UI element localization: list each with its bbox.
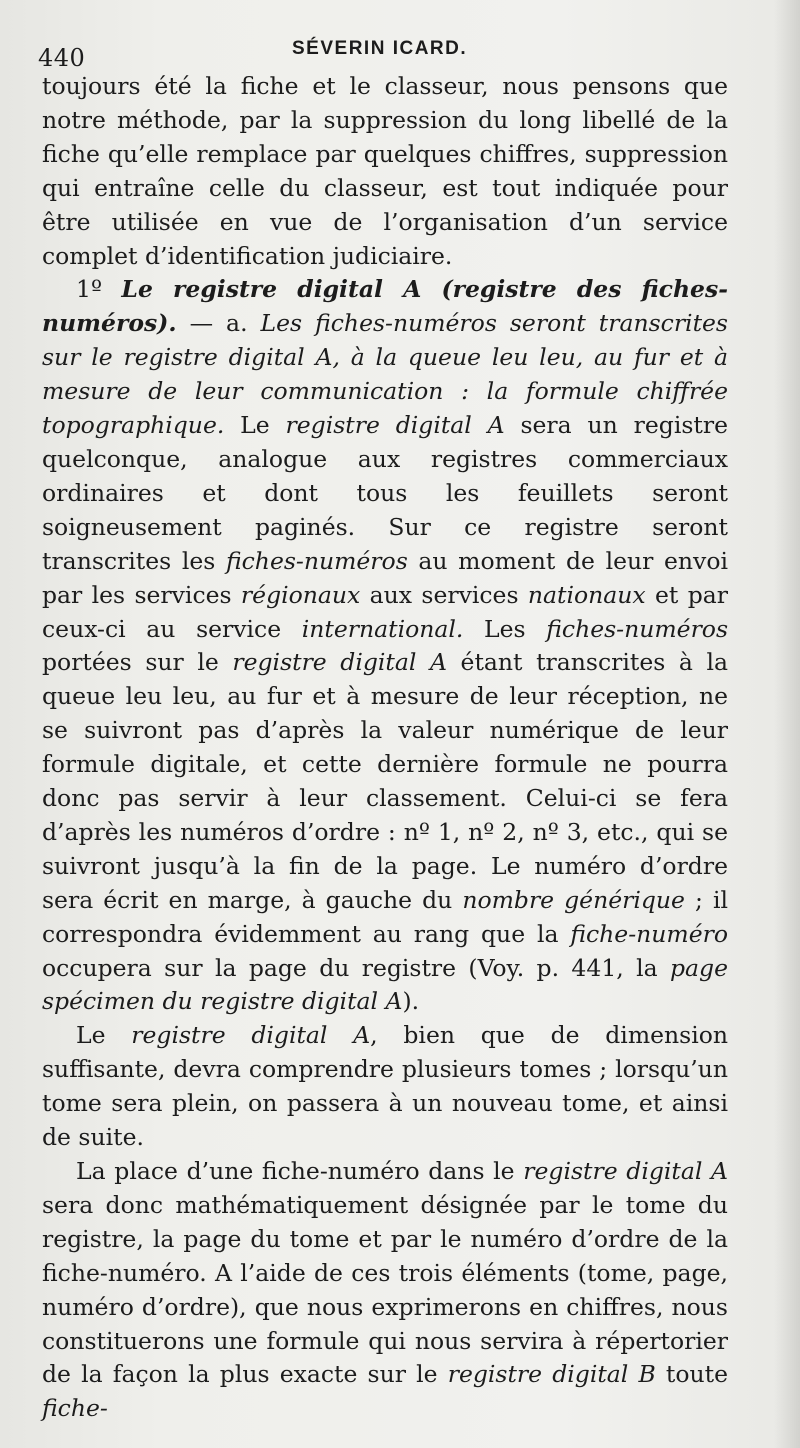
- text-run: ; il correspondra évidemment au rang que la: [42, 885, 728, 948]
- page-header: [38, 32, 738, 72]
- text-run: ).: [402, 987, 420, 1016]
- paragraph: [42, 1155, 728, 1426]
- text-run: La place d’une fiche-numéro dans le: [76, 1157, 524, 1185]
- italic-text: registre digital B: [447, 1360, 656, 1389]
- section-heading: Le registre digital A (registre des fiches-numéros).: [42, 275, 728, 338]
- page-number: 440: [38, 44, 86, 72]
- text-run: étant transcrites à la queue leu leu, au fur et à mesure de leur réception, ne se suivront pas d’après la valeur numérique de leur formule digitale, et cette dernière formule ne pourra donc pas servir à leur classement. Celui-ci se fera d’après les numéros d’ordre : nº 1, nº 2, nº 3, etc., qui se suivront jusqu’à la fin de la page. Le numéro d’ordre sera écrit en marge, à gauche du: [42, 648, 729, 914]
- italic-text: registre digital A: [285, 411, 505, 440]
- text-run: 1º: [76, 275, 122, 304]
- page-edge-shadow: [774, 0, 800, 1448]
- text-run: aux services: [360, 580, 528, 609]
- paragraph: [42, 1019, 728, 1155]
- italic-text: fiches-numéros: [546, 614, 729, 643]
- italic-text: fiches-numéros: [225, 546, 408, 575]
- italic-text: fiche-: [42, 1394, 108, 1423]
- text-run: toujours été la fiche et le classeur, nous pensons que notre méthode, par la suppression du long libellé de la fiche qu’elle remplace par quelques chiffres, suppression qui entraîne celle du classeur, est tout indiquée pour être utilisée en vue de l’organisation d’un service complet d’identification judiciaire.: [42, 72, 728, 270]
- italic-text: Les fiches-numéros seront transcrites sur le registre digital A, à la queue leu leu, au fur et à mesure de leur communication : la formule chiffrée topographique.: [42, 309, 728, 440]
- italic-text: nombre générique: [462, 885, 685, 914]
- text-run: et par ceux-ci au service: [42, 580, 728, 643]
- text-run: toute: [655, 1360, 728, 1389]
- text-run: Le: [76, 1021, 132, 1050]
- text-run: Les: [463, 614, 547, 643]
- body-text: [42, 70, 728, 1426]
- text-run: sera donc mathématiquement désignée par le tome du registre, la page du tome et par le numéro d’ordre de la fiche-numéro. A l’aide de ces trois éléments (tome, page, numéro d’ordre), que nous exprimerons en chiffres, nous constituerons une formule qui nous servira à répertorier de la façon la plus exacte sur le: [42, 1190, 728, 1389]
- text-run: au moment de leur envoi par les services: [42, 546, 728, 609]
- italic-text: registre digital A: [232, 648, 447, 677]
- running-title: SÉVERIN ICARD.: [292, 38, 468, 59]
- italic-text: fiche-numéro: [570, 919, 728, 948]
- italic-text: nationaux: [527, 580, 646, 609]
- text-run: Le: [224, 411, 286, 440]
- text-run: portées sur le: [42, 648, 233, 677]
- paragraph: [42, 273, 728, 1019]
- italic-text: registre digital A: [131, 1021, 371, 1050]
- text-run: occupera sur la page du registre (Voy. p. 441, la: [42, 953, 670, 982]
- italic-text: registre digital A: [523, 1157, 728, 1185]
- text-run: sera un registre quelconque, analogue aux registres commerciaux ordinaires et dont tous les feuillets seront soigneusement paginés. Sur ce registre seront transcrites les: [42, 411, 728, 575]
- text-run: , bien que de dimension suffisante, devra comprendre plusieurs tomes ; lorsqu’un tome sera plein, on passera à un nouveau tome, et ainsi de suite.: [42, 1021, 729, 1152]
- italic-text: page spécimen du registre digital A: [42, 953, 728, 1016]
- text-run: — a.: [176, 309, 261, 338]
- italic-text: international.: [301, 614, 464, 643]
- paragraph: [42, 70, 728, 273]
- italic-text: régionaux: [240, 580, 361, 609]
